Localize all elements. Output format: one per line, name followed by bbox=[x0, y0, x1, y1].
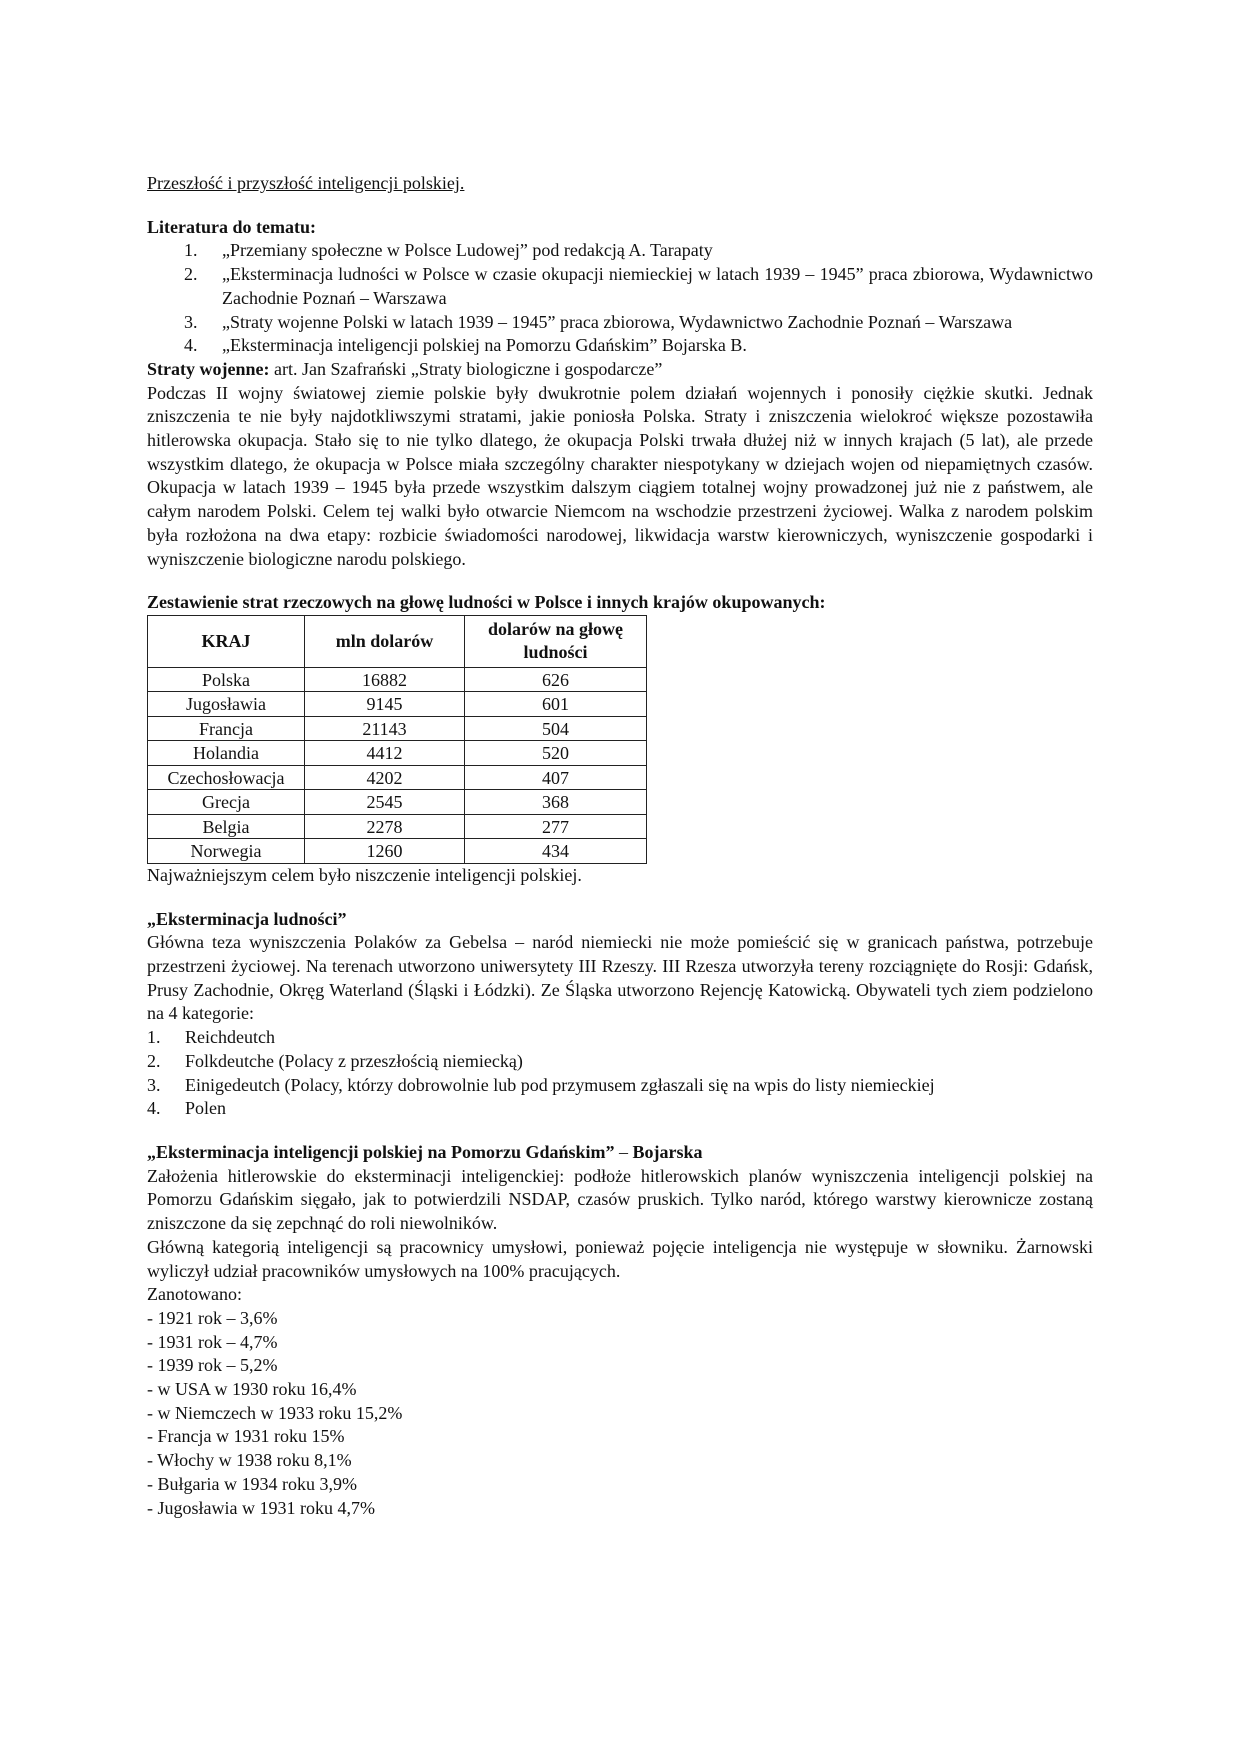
literature-list bbox=[147, 239, 1093, 358]
category-text: Reichdeutch bbox=[185, 1027, 275, 1048]
cell-million-dollars: 2545 bbox=[305, 790, 465, 815]
literature-item-text: „Straty wojenne Polski w latach 1939 – 1945” praca zbiorowa, Wydawnictwo Zachodnie Poznań – Warszawa bbox=[222, 311, 1013, 332]
stat-item: - w Niemczech w 1933 roku 15,2% bbox=[147, 1402, 403, 1423]
literature-item bbox=[147, 311, 1093, 335]
table-row bbox=[148, 839, 647, 864]
column-header-country: KRAJ bbox=[148, 615, 305, 667]
stat-item: - 1939 rok – 5,2% bbox=[147, 1355, 278, 1376]
stats-list bbox=[147, 1307, 1093, 1520]
table-row bbox=[148, 716, 647, 741]
category-text: Folkdeutche (Polacy z przeszłością niemiecką) bbox=[185, 1050, 523, 1071]
cell-country: Belgia bbox=[148, 814, 305, 839]
cell-per-capita: 601 bbox=[465, 692, 647, 717]
cell-country: Czechosłowacja bbox=[148, 765, 305, 790]
table-row bbox=[148, 765, 647, 790]
stat-item: - Francja w 1931 roku 15% bbox=[147, 1426, 345, 1447]
category-item bbox=[147, 1074, 1093, 1098]
war-losses-source: art. Jan Szafrański „Straty biologiczne i gospodarcze” bbox=[269, 358, 663, 379]
noted-label: Zanotowano: bbox=[147, 1284, 242, 1305]
table-after-note: Najważniejszym celem było niszczenie inteligencji polskiej. bbox=[147, 864, 582, 885]
column-header-dollars-per-capita: dolarów na głowę ludności bbox=[465, 615, 647, 667]
cell-million-dollars: 2278 bbox=[305, 814, 465, 839]
table-row bbox=[148, 692, 647, 717]
table-row bbox=[148, 814, 647, 839]
cell-per-capita: 504 bbox=[465, 716, 647, 741]
stat-item: - Bułgaria w 1934 roku 3,9% bbox=[147, 1473, 357, 1494]
literature-item-text: „Eksterminacja ludności w Polsce w czasie okupacji niemieckiej w latach 1939 – 1945” praca zbiorowa, Wydawnictwo Zachodnie Poznań – Warszawa bbox=[222, 264, 1093, 308]
extermination-heading: „Eksterminacja ludności” bbox=[147, 908, 347, 929]
cell-million-dollars: 9145 bbox=[305, 692, 465, 717]
list-number: 4. bbox=[184, 335, 198, 356]
cell-million-dollars: 4202 bbox=[305, 765, 465, 790]
cell-country: Norwegia bbox=[148, 839, 305, 864]
literature-item bbox=[147, 334, 1093, 358]
pomorze-heading-dash: – bbox=[614, 1141, 633, 1162]
spacer bbox=[147, 1121, 1093, 1141]
table-header-row bbox=[148, 615, 647, 667]
list-number: 1. bbox=[184, 240, 198, 261]
literature-item bbox=[147, 239, 1093, 263]
cell-per-capita: 277 bbox=[465, 814, 647, 839]
literature-item-text: „Eksterminacja inteligencji polskiej na Pomorzu Gdańskim” Bojarska B. bbox=[222, 335, 747, 356]
cell-per-capita: 368 bbox=[465, 790, 647, 815]
spacer bbox=[147, 888, 1093, 908]
document-page bbox=[147, 172, 1093, 1520]
stat-item: - 1931 rok – 4,7% bbox=[147, 1331, 278, 1352]
table-row bbox=[148, 741, 647, 766]
pomorze-paragraph-2: Główną kategorią inteligencji są pracownicy umysłowi, ponieważ pojęcie inteligencja nie występuje w słowniku. Żarnowski wyliczył udział pracowników umysłowych na 100% pracujących. bbox=[147, 1236, 1093, 1281]
stat-item: - Jugosławia w 1931 roku 4,7% bbox=[147, 1497, 375, 1518]
cell-million-dollars: 21143 bbox=[305, 716, 465, 741]
stat-item: - w USA w 1930 roku 16,4% bbox=[147, 1379, 357, 1400]
stat-item: - Włochy w 1938 roku 8,1% bbox=[147, 1450, 352, 1471]
category-text: Einigedeutch (Polacy, którzy dobrowolnie lub pod przymusem zgłaszali się na wpis do listy niemieckiej bbox=[185, 1074, 935, 1095]
category-text: Polen bbox=[185, 1098, 227, 1119]
column-header-million-dollars: mln dolarów bbox=[305, 615, 465, 667]
cell-million-dollars: 1260 bbox=[305, 839, 465, 864]
cell-million-dollars: 4412 bbox=[305, 741, 465, 766]
cell-per-capita: 434 bbox=[465, 839, 647, 864]
list-number: 4. bbox=[147, 1098, 161, 1119]
category-item bbox=[147, 1097, 1093, 1121]
table-row bbox=[148, 667, 647, 692]
list-number: 3. bbox=[184, 311, 198, 332]
cell-million-dollars: 16882 bbox=[305, 667, 465, 692]
spacer bbox=[147, 571, 1093, 591]
extermination-paragraph: Główna teza wyniszczenia Polaków za Gebelsa – naród niemiecki nie może pomieścić się w granicach państwa, potrzebuje przestrzeni życiowej. Na terenach utworzono uniwersytety III Rzeszy. III Rzesza utworzyła tereny rozciągnięte do Rosji: Gdańsk, Prusy Zachodnie, Okręg Waterland (Śląski i Łódzki). Ze Śląska utworzono Rejencję Katowicką. Obywateli tych ziem podzielono na 4 kategorie: bbox=[147, 932, 1093, 1024]
list-number: 2. bbox=[147, 1050, 161, 1071]
table-heading: Zestawienie strat rzeczowych na głowę ludności w Polsce i innych krajów okupowanych: bbox=[147, 592, 826, 613]
pomorze-heading-title: „Eksterminacja inteligencji polskiej na Pomorzu Gdańskim” bbox=[147, 1141, 615, 1162]
literature-heading: Literatura do tematu: bbox=[147, 216, 316, 237]
pomorze-heading bbox=[147, 1141, 1093, 1165]
pomorze-paragraph-1: Założenia hitlerowskie do eksterminacji inteligenckiej: podłoże hitlerowskich planów wyniszczenia inteligencji polskiej na Pomorzu Gdańskim sięgało, jak to potwierdzili NSDAP, czasów pruskich. Tylko naród, którego warstwy kierownicze zostaną zniszczone da się zepchnąć do roli niewolników. bbox=[147, 1165, 1093, 1234]
category-list bbox=[147, 1026, 1093, 1121]
document-title: Przeszłość i przyszłość inteligencji polskiej. bbox=[147, 173, 465, 193]
stat-item: - 1921 rok – 3,6% bbox=[147, 1307, 278, 1328]
war-losses-paragraph: Podczas II wojny światowej ziemie polskie były dwukrotnie polem działań wojennych i ponosiły ciężkie skutki. Jednak zniszczenia te nie były najdotkliwszymi stratami, jakie poniosła Polska. Straty i zniszczenia wielokroć większe pozostawiła hitlerowska okupacja. Stało się to nie tylko dlatego, że okupacja Polski trwała dłużej niż w innych krajach (5 lat), ale przede wszystkim dlatego, że okupacja w Polsce miała szczególny charakter niespotykany w dziejach wojen od niepamiętnych czasów. Okupacja w latach 1939 – 1945 była przede wszystkim dalszym ciągiem totalnej wojny prowadzonej już nie z państwem, ale całym narodem Polski. Celem tej walki było otwarcie Niemcom na wschodzie przestrzeni życiowej. Walka z narodem polskim była rozłożona na dwa etapy: rozbicie świadomości narodowej, likwidacja warstw kierowniczych, wyniszczenie gospodarki i wyniszczenie biologiczne narodu polskiego. bbox=[147, 382, 1093, 569]
cell-country: Jugosławia bbox=[148, 692, 305, 717]
pomorze-heading-author: Bojarska bbox=[632, 1141, 703, 1162]
cell-country: Grecja bbox=[148, 790, 305, 815]
category-item bbox=[147, 1050, 1093, 1074]
table-row bbox=[148, 790, 647, 815]
category-item bbox=[147, 1026, 1093, 1050]
cell-per-capita: 407 bbox=[465, 765, 647, 790]
cell-country: Polska bbox=[148, 667, 305, 692]
losses-table bbox=[147, 615, 647, 864]
list-number: 1. bbox=[147, 1027, 161, 1048]
cell-country: Francja bbox=[148, 716, 305, 741]
literature-item-text: „Przemiany społeczne w Polsce Ludowej” pod redakcją A. Tarapaty bbox=[222, 240, 713, 261]
cell-per-capita: 520 bbox=[465, 741, 647, 766]
cell-country: Holandia bbox=[148, 741, 305, 766]
list-number: 3. bbox=[147, 1074, 161, 1095]
war-losses-source-line bbox=[147, 358, 1093, 382]
literature-item bbox=[147, 263, 1093, 310]
war-losses-label: Straty wojenne: bbox=[147, 358, 270, 379]
list-number: 2. bbox=[184, 264, 198, 285]
cell-per-capita: 626 bbox=[465, 667, 647, 692]
